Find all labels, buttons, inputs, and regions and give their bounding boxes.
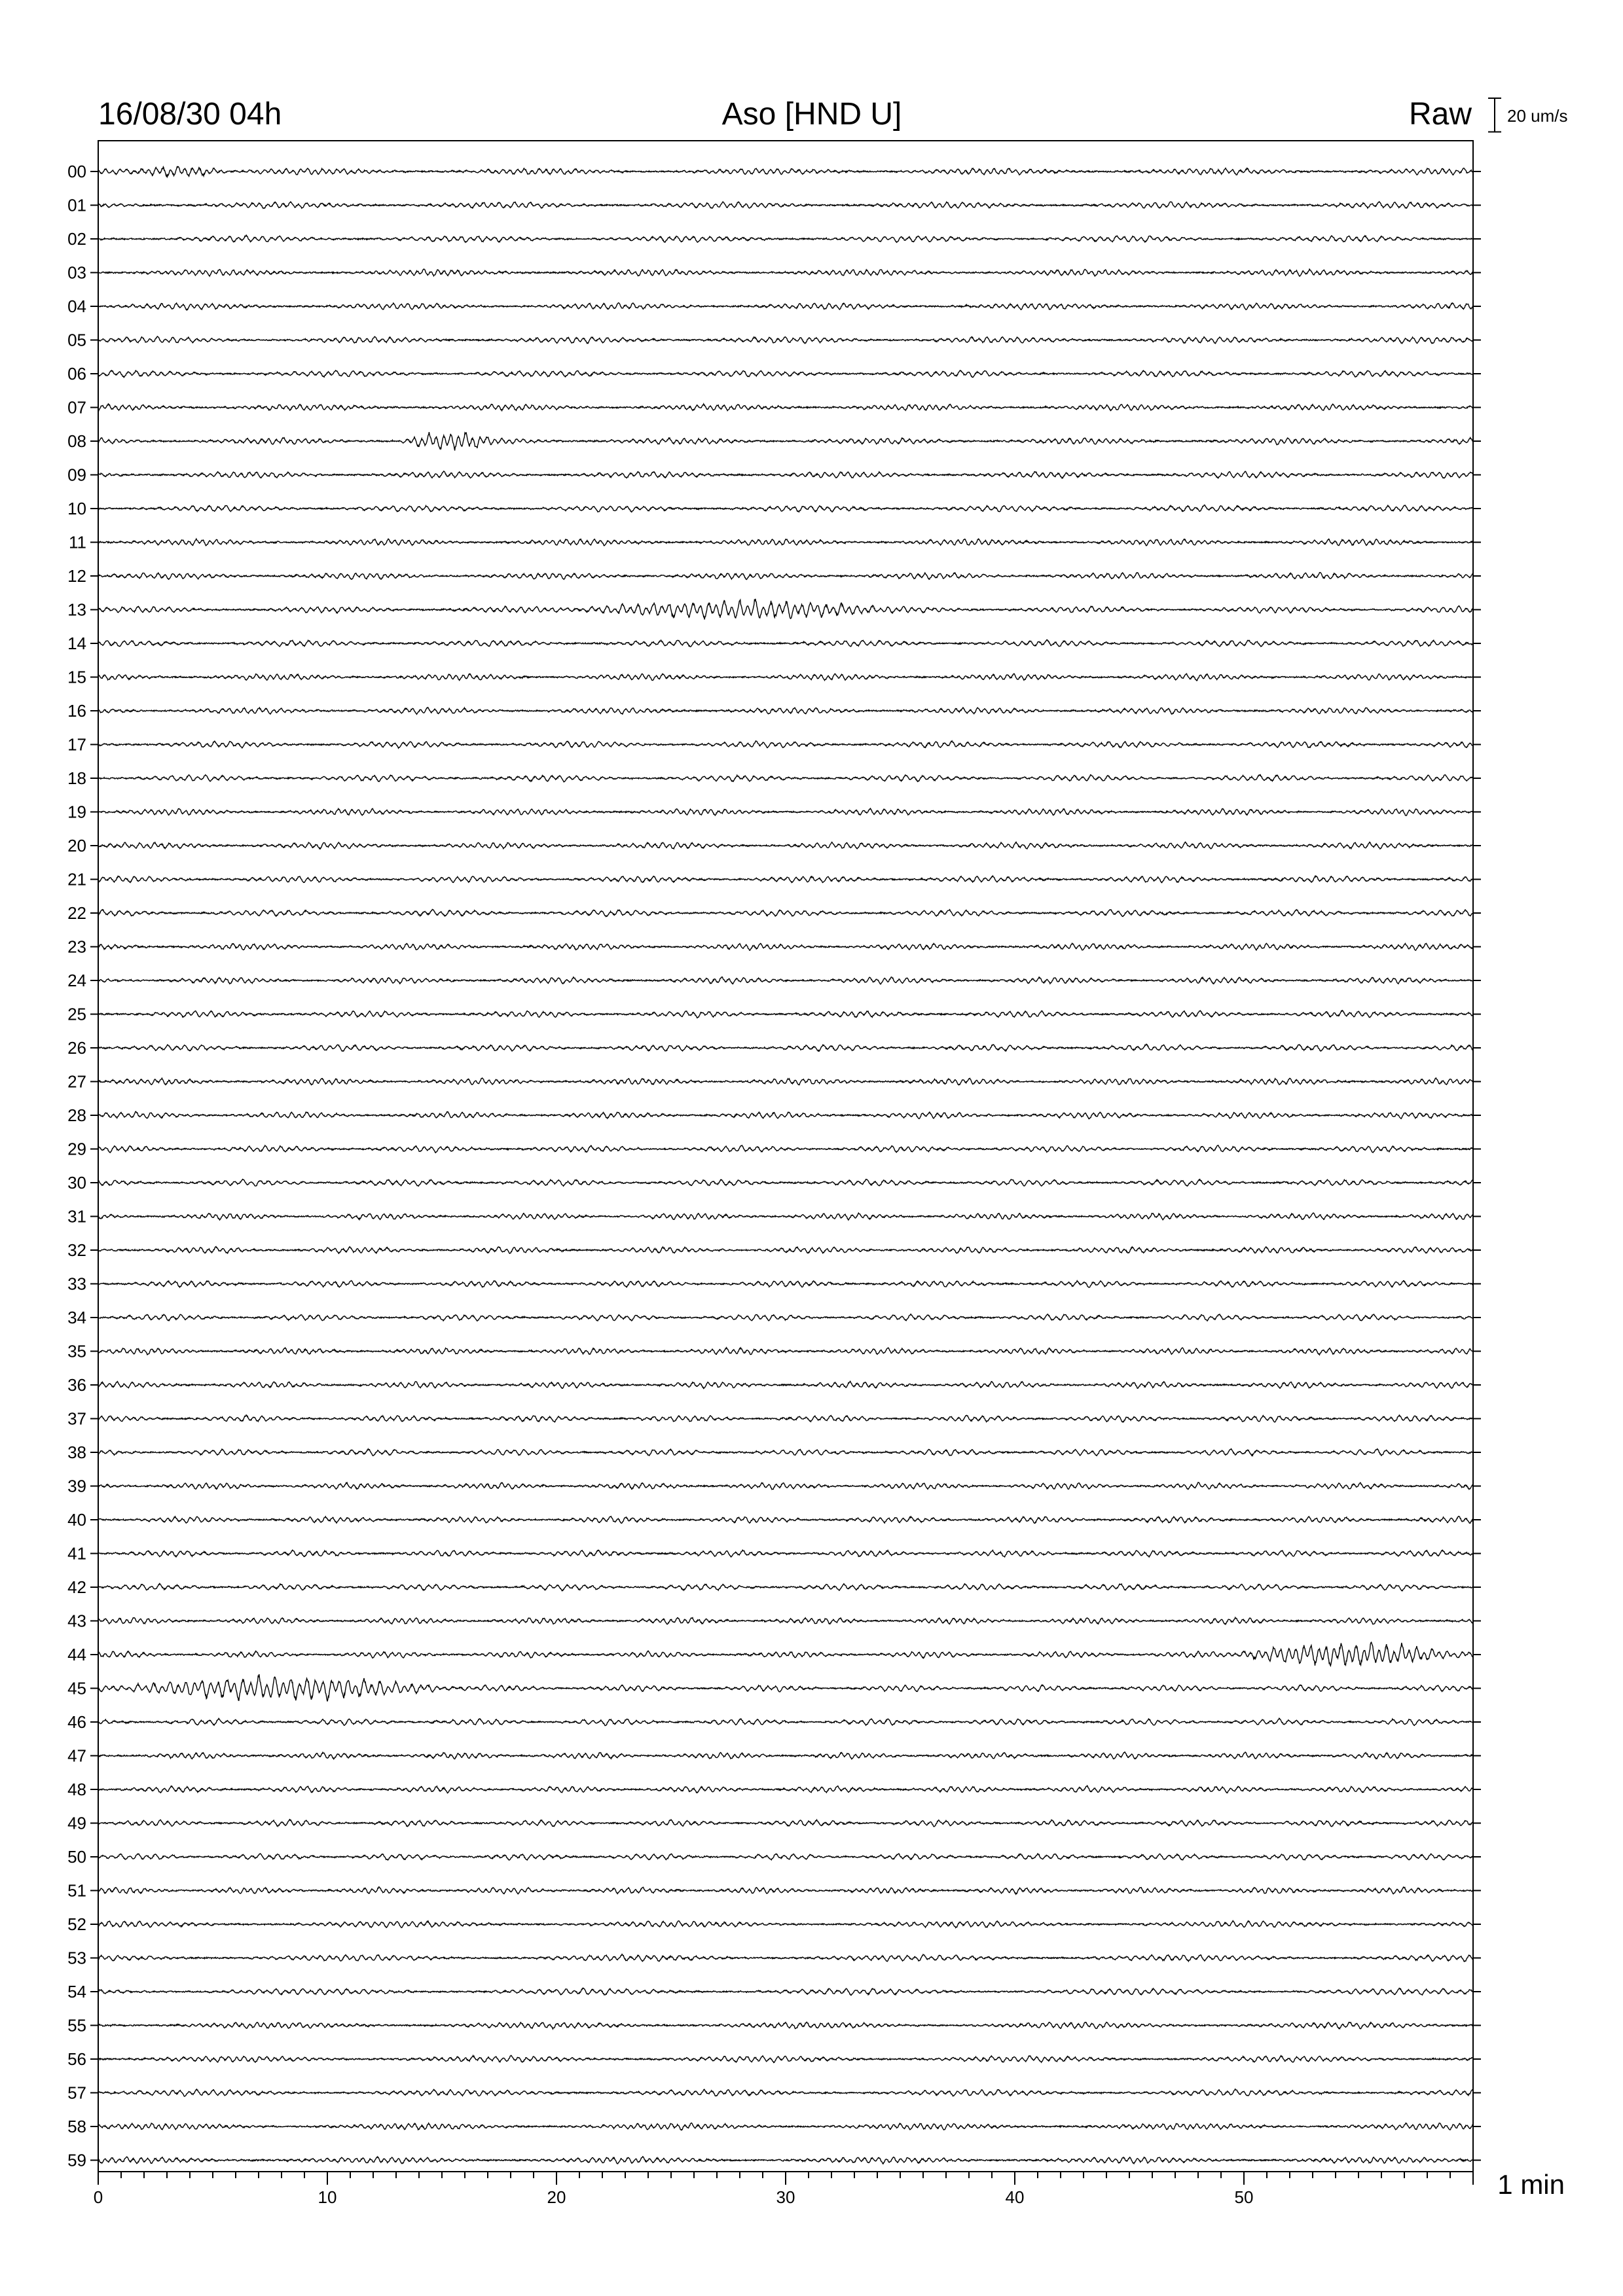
row-label: 06 [67, 364, 86, 384]
seismic-trace [98, 599, 1473, 620]
seismic-trace [98, 1247, 1473, 1254]
seismic-trace [98, 1213, 1473, 1220]
seismic-trace [98, 842, 1473, 849]
seismic-trace [98, 1382, 1473, 1389]
row-label: 09 [67, 465, 86, 485]
seismic-trace [98, 775, 1473, 782]
row-label: 11 [69, 532, 86, 552]
mode-label: Raw [1408, 97, 1472, 132]
row-label: 37 [67, 1408, 86, 1429]
seismic-trace [98, 573, 1473, 580]
row-label: 48 [67, 1780, 86, 1799]
seismic-trace [98, 1415, 1473, 1422]
seismic-trace [98, 471, 1473, 478]
seismic-trace [98, 1078, 1473, 1085]
row-label: 46 [67, 1712, 86, 1732]
seismic-trace [98, 1179, 1473, 1187]
row-label: 08 [67, 431, 86, 451]
seismic-trace [98, 1583, 1473, 1590]
row-label: 10 [67, 499, 86, 518]
row-label: 05 [67, 330, 86, 350]
seismic-trace [98, 235, 1473, 242]
scale-bar-label: 20 um/s [1507, 106, 1568, 126]
seismic-trace [98, 2022, 1473, 2030]
seismic-trace [98, 1954, 1473, 1962]
seismic-trace [98, 336, 1473, 344]
row-label: 02 [67, 229, 86, 249]
row-label: 23 [67, 937, 86, 957]
row-label: 36 [67, 1375, 86, 1395]
x-tick-label: 40 [1005, 2187, 1025, 2207]
seismic-trace [98, 1752, 1473, 1759]
row-label: 44 [67, 1645, 86, 1664]
row-label: 42 [67, 1577, 86, 1597]
row-label: 24 [67, 971, 86, 990]
seismic-trace [98, 370, 1473, 378]
seismic-trace [98, 166, 1473, 176]
row-label: 19 [67, 802, 86, 822]
row-label: 50 [67, 1847, 86, 1867]
seismic-trace [98, 1550, 1473, 1557]
row-label: 28 [67, 1105, 86, 1125]
seismic-trace [98, 741, 1473, 748]
seismic-trace [98, 1988, 1473, 1996]
row-label: 25 [67, 1004, 86, 1024]
row-label: 34 [67, 1308, 86, 1327]
row-label: 00 [67, 162, 86, 181]
x-axis-label: 1 min [1497, 2169, 1565, 2200]
row-label: 41 [67, 1543, 86, 1564]
seismic-trace [98, 404, 1473, 411]
row-label: 40 [67, 1510, 86, 1530]
row-label: 53 [67, 1948, 86, 1968]
row-label: 30 [67, 1173, 86, 1193]
seismic-trace [98, 1482, 1473, 1490]
seismic-trace [98, 2123, 1473, 2130]
seismic-trace [98, 303, 1473, 310]
seismic-trace [98, 1314, 1473, 1321]
seismic-trace [98, 269, 1473, 276]
x-tick-label: 50 [1234, 2187, 1254, 2207]
row-label: 54 [67, 1982, 86, 2001]
row-label: 07 [67, 397, 86, 418]
seismic-trace [98, 876, 1473, 883]
row-label: 12 [67, 566, 86, 586]
row-label: 58 [67, 2117, 86, 2136]
x-tick-label: 10 [318, 2187, 337, 2207]
seismic-trace [98, 432, 1473, 450]
row-label: 52 [67, 1914, 86, 1934]
seismic-trace [98, 1854, 1473, 1860]
row-label: 31 [67, 1206, 86, 1227]
seismic-trace [98, 1674, 1473, 1702]
seismic-trace [98, 505, 1473, 512]
seismic-trace [98, 1449, 1473, 1456]
seismic-trace [98, 2157, 1473, 2164]
seismic-trace [98, 1718, 1473, 1725]
seismic-trace [98, 1011, 1473, 1018]
seismic-trace [98, 1642, 1473, 1666]
seismic-trace [98, 1044, 1473, 1051]
row-label: 01 [67, 195, 86, 215]
seismic-trace [98, 673, 1473, 681]
x-tick-label: 30 [776, 2187, 795, 2207]
seismic-trace [98, 909, 1473, 916]
seismic-trace [98, 943, 1473, 950]
x-tick-label: 0 [93, 2187, 103, 2207]
row-label: 26 [67, 1038, 86, 1058]
seismic-trace [98, 2055, 1473, 2062]
amplitude-scale-bar [1488, 98, 1568, 132]
seismic-trace [98, 1281, 1473, 1287]
seismic-trace [98, 1785, 1473, 1793]
row-label: 13 [67, 600, 86, 620]
row-label: 43 [67, 1611, 86, 1631]
station-title: Aso [HND U] [721, 97, 902, 132]
row-label: 16 [67, 701, 86, 721]
row-label: 04 [67, 296, 86, 316]
row-label: 56 [67, 2049, 86, 2069]
row-label: 45 [67, 1678, 86, 1698]
seismic-trace [98, 1617, 1473, 1624]
row-label: 51 [67, 1880, 86, 1901]
row-label: 39 [67, 1476, 86, 1496]
row-label: 35 [67, 1341, 86, 1361]
row-label: 14 [67, 634, 86, 653]
row-label: 47 [67, 1746, 86, 1766]
seismic-trace [98, 2089, 1473, 2096]
row-label: 38 [67, 1443, 86, 1462]
seismic-trace [98, 1516, 1473, 1524]
seismic-trace [98, 808, 1473, 816]
row-label: 59 [67, 2150, 86, 2170]
row-label: 29 [67, 1139, 86, 1159]
row-label: 49 [67, 1813, 86, 1833]
seismic-trace [98, 1921, 1473, 1928]
datetime-label: 16/08/30 04h [98, 97, 282, 132]
row-label: 32 [67, 1240, 86, 1260]
row-label: 20 [67, 836, 86, 855]
seismic-trace [98, 639, 1473, 647]
row-label: 15 [67, 667, 86, 687]
row-label: 18 [67, 768, 86, 788]
row-label: 57 [67, 2083, 86, 2103]
seismic-trace [98, 1111, 1473, 1119]
row-label: 22 [67, 903, 86, 923]
row-label: 27 [67, 1071, 86, 1092]
seismic-trace [98, 977, 1473, 984]
seismic-trace [98, 1820, 1473, 1827]
row-label: 33 [67, 1274, 86, 1294]
x-axis [94, 2172, 1473, 2207]
row-label: 55 [67, 2015, 86, 2036]
plot-frame [98, 141, 1473, 2172]
seismic-trace [98, 539, 1473, 546]
x-tick-label: 20 [547, 2187, 566, 2207]
row-label: 17 [67, 734, 86, 755]
row-label: 03 [67, 262, 86, 283]
seismic-trace [98, 708, 1473, 715]
trace-rows [67, 162, 1481, 2170]
seismic-trace [98, 1887, 1473, 1894]
row-label: 21 [67, 869, 86, 889]
seismic-trace [98, 202, 1473, 208]
seismic-trace [98, 1348, 1473, 1355]
seismic-trace [98, 1145, 1473, 1153]
